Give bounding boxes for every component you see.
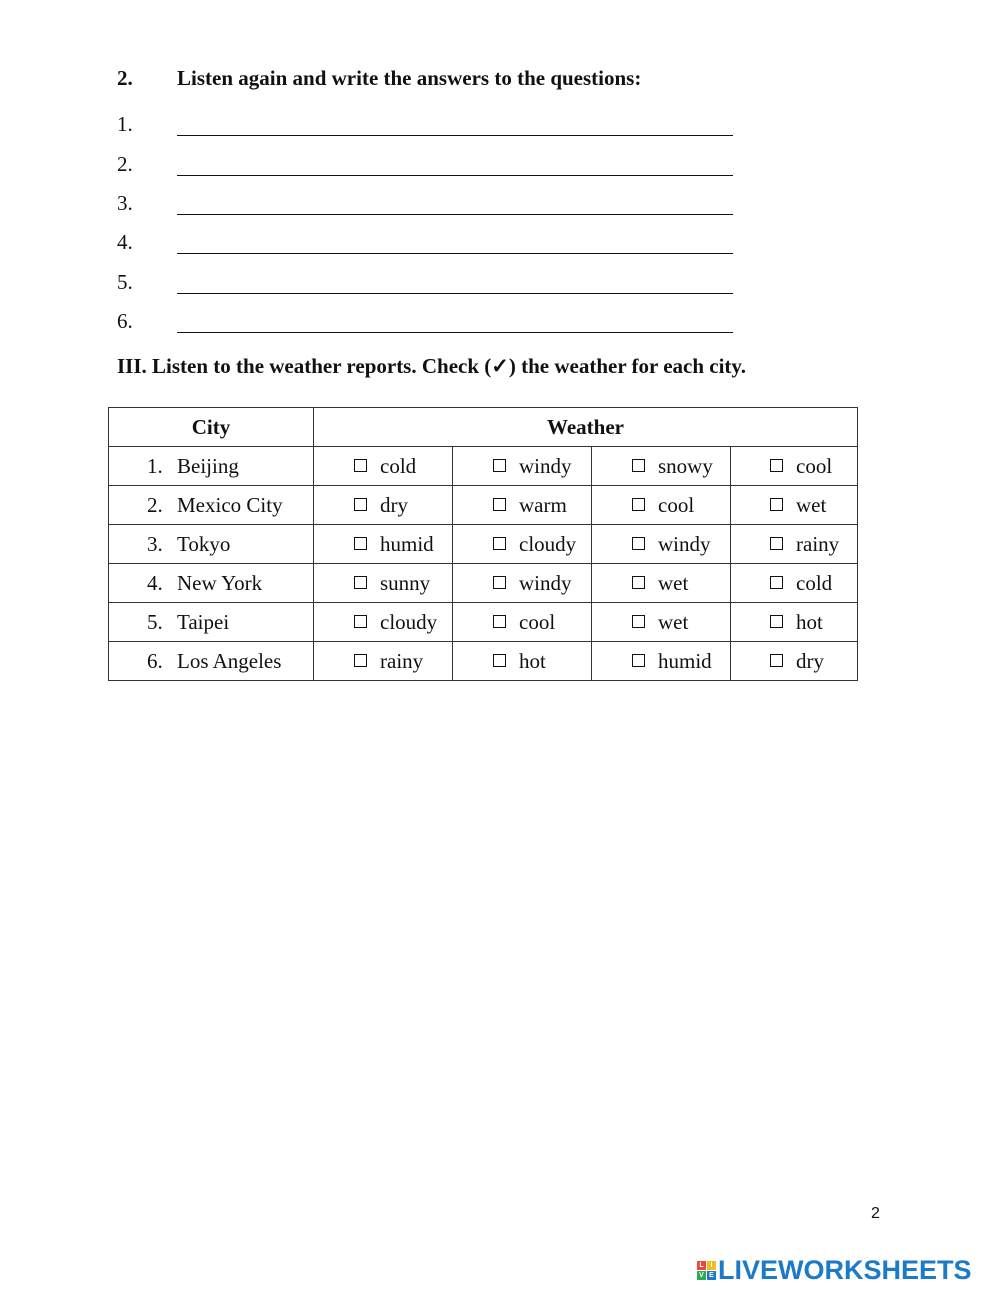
answer-number: 6. [117,309,133,334]
weather-option[interactable] [592,525,731,564]
checkbox[interactable] [770,615,783,628]
city-number: 2. [147,492,163,517]
weather-option[interactable] [592,447,731,486]
table-row [109,642,858,681]
option-label: dry [796,648,824,673]
option-label: sunny [380,570,431,595]
checkbox[interactable] [632,615,645,628]
checkbox[interactable] [770,537,783,550]
weather-table [108,407,858,681]
checkbox[interactable] [632,537,645,550]
answer-field-3[interactable] [177,192,733,215]
answer-field-4[interactable] [177,231,733,254]
logo-block: I [707,1261,716,1270]
weather-option[interactable] [314,642,453,681]
option-label: windy [519,570,572,595]
option-label: wet [658,570,689,595]
weather-option[interactable] [453,642,592,681]
option-label: rainy [796,531,840,556]
answer-field-6[interactable] [177,310,733,333]
checkbox[interactable] [493,459,506,472]
section-2-number: 2. [117,66,133,90]
city-name: Beijing [177,453,239,478]
table-row [109,603,858,642]
section-2-title: Listen again and write the answers to the questions: [177,66,642,90]
option-label: cold [380,453,417,478]
weather-option[interactable] [453,564,592,603]
city-name: Mexico City [177,492,283,517]
liveworksheets-logo-icon [697,1261,716,1280]
city-number: 6. [147,648,163,673]
weather-option[interactable] [453,447,592,486]
option-label: warm [519,492,567,517]
logo-block: L [697,1261,706,1270]
option-label: humid [380,531,434,556]
checkbox[interactable] [493,576,506,589]
answer-field-2[interactable] [177,153,733,176]
checkbox[interactable] [493,615,506,628]
weather-option[interactable] [453,525,592,564]
checkbox[interactable] [770,459,783,472]
city-cell [109,642,314,681]
city-number: 4. [147,570,163,595]
table-header-row [109,408,858,447]
option-label: wet [658,609,689,634]
weather-option[interactable] [731,447,858,486]
section-2-heading [117,66,641,91]
logo-block: E [707,1271,716,1280]
option-label: rainy [380,648,424,673]
answer-row [117,105,733,144]
checkbox[interactable] [770,654,783,667]
checkbox[interactable] [632,498,645,511]
checkbox[interactable] [354,537,367,550]
table-row [109,525,858,564]
checkbox[interactable] [632,654,645,667]
option-label: hot [796,609,823,634]
answer-field-1[interactable] [177,113,733,136]
checkbox[interactable] [632,459,645,472]
city-header: City [109,408,314,447]
logo-block: V [697,1271,706,1280]
answer-number: 5. [117,269,133,294]
city-number: 1. [147,453,163,478]
weather-option[interactable] [592,642,731,681]
city-name: Taipei [177,609,230,634]
option-label: cloudy [519,531,577,556]
answer-number: 1. [117,112,133,137]
checkbox[interactable] [493,654,506,667]
checkbox[interactable] [493,498,506,511]
page-number: 2 [871,1205,880,1222]
answer-row [117,263,733,302]
option-label: dry [380,492,408,517]
answer-row [117,302,733,341]
weather-option[interactable] [453,486,592,525]
checkbox[interactable] [354,576,367,589]
city-number: 3. [147,531,163,556]
city-cell [109,564,314,603]
answer-row [117,223,733,262]
weather-option[interactable] [314,603,453,642]
option-label: windy [519,453,572,478]
option-label: cool [796,453,833,478]
answer-field-5[interactable] [177,271,733,294]
weather-option[interactable] [314,486,453,525]
city-cell [109,603,314,642]
checkbox[interactable] [770,498,783,511]
liveworksheets-brand [697,1255,972,1286]
option-label: snowy [658,453,713,478]
option-label: hot [519,648,546,673]
option-label: humid [658,648,712,673]
city-cell [109,447,314,486]
weather-option[interactable] [731,486,858,525]
option-label: cool [519,609,556,634]
weather-option[interactable] [453,603,592,642]
city-cell [109,525,314,564]
checkbox[interactable] [493,537,506,550]
weather-header: Weather [314,408,858,447]
weather-option[interactable] [314,525,453,564]
answer-lines [117,105,733,341]
city-name: Los Angeles [177,648,282,673]
answer-row [117,144,733,183]
city-cell [109,486,314,525]
option-label: cold [796,570,833,595]
weather-option[interactable] [731,603,858,642]
answer-number: 4. [117,230,133,255]
weather-option[interactable] [731,564,858,603]
checkbox[interactable] [632,576,645,589]
city-name: New York [177,570,263,595]
weather-option[interactable] [592,486,731,525]
weather-option[interactable] [731,642,858,681]
checkbox[interactable] [354,498,367,511]
city-number: 5. [147,609,163,634]
answer-number: 3. [117,190,133,215]
weather-option[interactable] [592,603,731,642]
checkbox[interactable] [354,459,367,472]
checkbox[interactable] [354,615,367,628]
option-label: wet [796,492,827,517]
table-row [109,486,858,525]
section-3-heading: III. Listen to the weather reports. Check (✓) the weather for each city. [117,354,747,378]
checkbox[interactable] [770,576,783,589]
option-label: windy [658,531,711,556]
answer-row [117,184,733,223]
city-name: Tokyo [177,531,231,556]
weather-option[interactable] [314,564,453,603]
answer-number: 2. [117,151,133,176]
weather-option[interactable] [731,525,858,564]
option-label: cloudy [380,609,438,634]
table-row [109,447,858,486]
table-row [109,564,858,603]
weather-option[interactable] [314,447,453,486]
weather-option[interactable] [592,564,731,603]
brand-name: LIVEWORKSHEETS [718,1255,972,1285]
option-label: cool [658,492,695,517]
checkbox[interactable] [354,654,367,667]
